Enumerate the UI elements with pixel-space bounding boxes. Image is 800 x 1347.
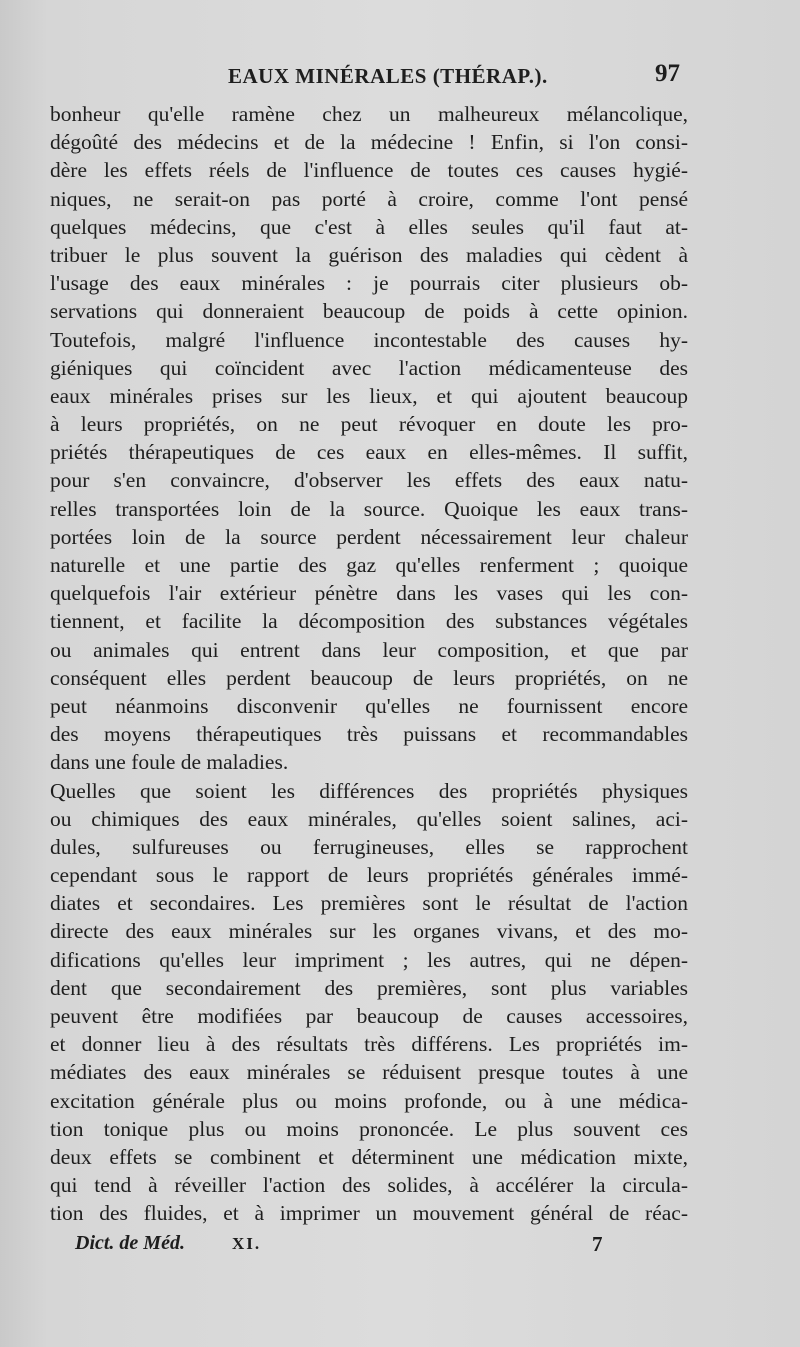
text-line: excitation générale plus ou moins profonde, ou à une médica- [50,1088,688,1113]
text-line: quelques médecins, que c'est à elles seules qu'il faut at- [50,214,688,239]
text-line: relles transportées loin de la source. Quoique les eaux trans- [50,496,688,521]
signature-number: 7 [592,1232,603,1256]
text-line: dent que secondairement des premières, sont plus variables [50,975,688,1000]
text-line: l'usage des eaux minérales : je pourrais citer plusieurs ob- [50,271,688,296]
text-line: Quelles que soient les différences des propriétés physiques [50,778,688,803]
text-line: tion tonique plus ou moins prononcée. Le plus souvent ces [50,1116,688,1141]
running-head: EAUX MINÉRALES (THÉRAP.). [228,64,548,88]
text-line: à leurs propriétés, on ne peut révoquer en doute les pro- [50,412,688,437]
text-line: tribuer le plus souvent la guérison des maladies qui cèdent à [50,242,688,267]
text-line: portées loin de la source perdent nécessairement leur chaleur [50,524,688,549]
text-line: cependant sous le rapport de leurs propriétés générales immé- [50,863,688,888]
text-line: giéniques qui coïncident avec l'action médicamenteuse des [50,355,688,380]
printer-signature: Dict. de Méd. [75,1232,185,1254]
text-line: ou chimiques des eaux minérales, qu'elles soient salines, aci- [50,806,688,831]
page-footer [0,1232,800,1262]
text-line: médiates des eaux minérales se réduisent presque toutes à une [50,1060,688,1085]
text-line: quelquefois l'air extérieur pénètre dans les vases qui les con- [50,581,688,606]
text-line: naturelle et une partie des gaz qu'elles renferment ; quoique [50,553,688,577]
volume-number: XI. [232,1234,262,1253]
text-line: pour s'en convaincre, d'observer les effets des eaux natu- [50,468,688,493]
text-line: ou animales qui entrent dans leur composition, et que par [50,637,688,662]
text-line: priétés thérapeutiques de ces eaux en elles-mêmes. Il suffit, [50,440,688,465]
text-line: servations qui donneraient beaucoup de poids à cette opinion. [50,299,688,324]
text-line: dules, sulfureuses ou ferrugineuses, elles se rapprochent [50,834,688,859]
text-line: dans une foule de maladies. [50,750,289,775]
text-line: dère les effets réels de l'influence de toutes ces causes hygié- [50,158,688,183]
page-number: 97 [655,60,680,87]
text-line: diates et secondaires. Les premières sont le résultat de l'action [50,891,688,916]
text-line: deux effets se combinent et déterminent une médication mixte, [50,1144,688,1169]
text-line: bonheur qu'elle ramène chez un malheureux mélancolique, [50,102,688,126]
text-line: niques, ne serait-on pas porté à croire, comme l'ont pensé [50,186,688,211]
text-line: qui tend à réveiller l'action des solides, à accélérer la circula- [50,1173,688,1198]
text-line: Toutefois, malgré l'influence incontestable des causes hy- [50,327,688,352]
body-text [50,100,688,1228]
text-line: conséquent elles perdent beaucoup de leurs propriétés, on ne [50,665,688,690]
text-line: tiennent, et facilite la décomposition des substances végétales [50,609,688,634]
text-line: dégoûté des médecins et de la médecine ! Enfin, si l'on consi- [50,130,688,155]
page-header [0,60,800,96]
text-line: difications qu'elles leur impriment ; les autres, qui ne dépen- [50,947,688,972]
text-line: tion des fluides, et à imprimer un mouvement général de réac- [50,1201,688,1226]
text-line: directe des eaux minérales sur les organes vivans, et des mo- [50,919,688,944]
text-line: peuvent être modifiées par beaucoup de causes accessoires, [50,1004,688,1028]
text-line: eaux minérales prises sur les lieux, et qui ajoutent beaucoup [50,383,688,408]
text-line: peut néanmoins disconvenir qu'elles ne fournissent encore [50,693,688,718]
text-line: des moyens thérapeutiques très puissans et recommandables [50,722,688,747]
text-line: et donner lieu à des résultats très différens. Les propriétés im- [50,1032,688,1057]
